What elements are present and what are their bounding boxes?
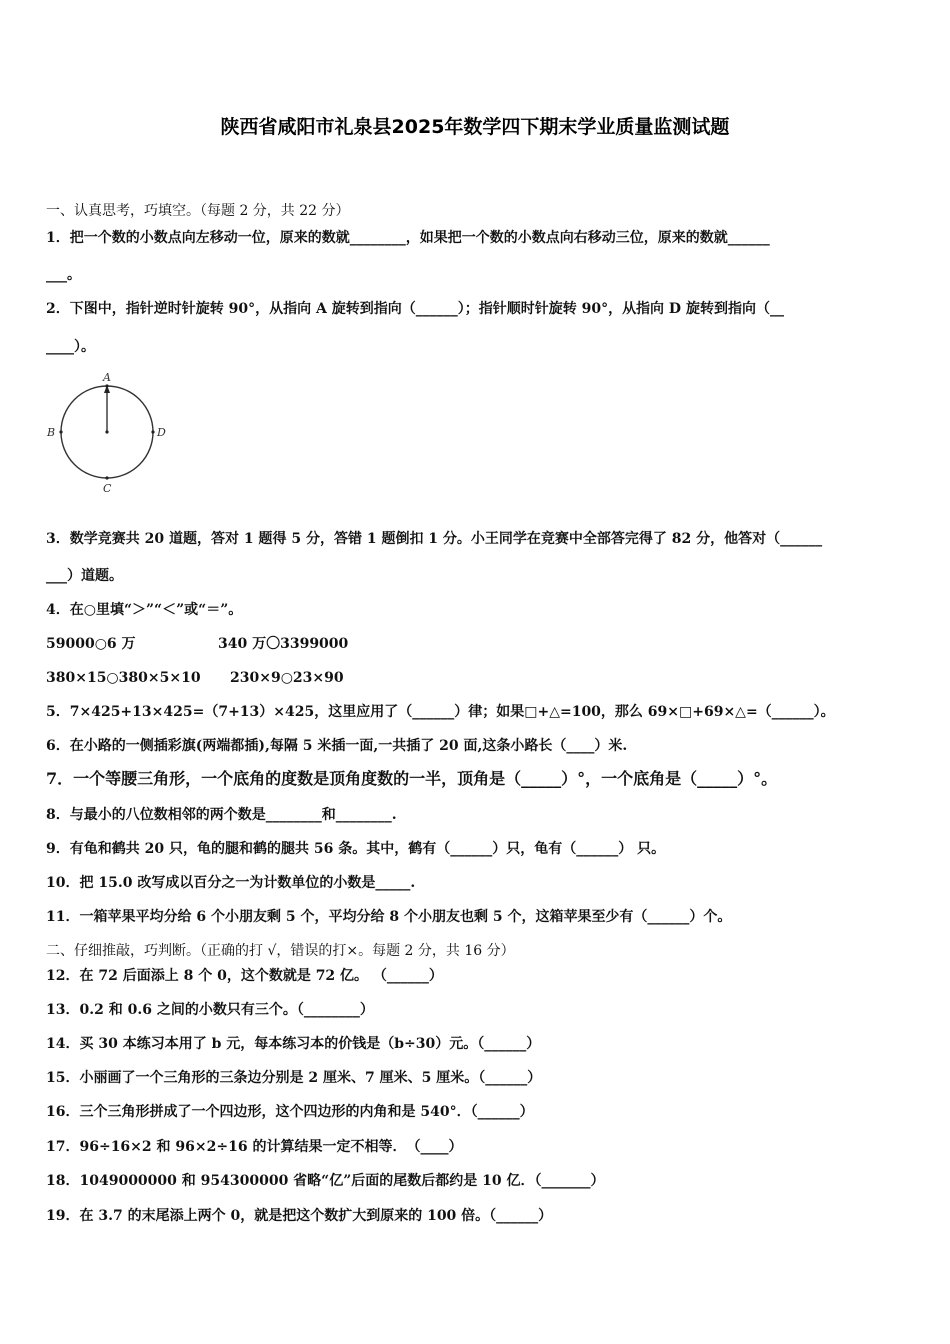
section-2-heading: 二、仔细推敲，巧判断。（正确的打 √，错误的打×。每题 2 分，共 16 分） — [46, 943, 515, 959]
question-19: 19．在 3.7 的末尾添上两个 0，就是把这个数扩大到原来的 100 倍。（______） — [46, 1208, 553, 1224]
dial-label-c: C — [103, 482, 112, 495]
question-8: 8．与最小的八位数相邻的两个数是________和________. — [46, 807, 397, 823]
question-4-item-a: 59000○6 万 — [46, 636, 136, 652]
question-17: 17．96÷16×2 和 96×2÷16 的计算结果一定不相等． （____） — [46, 1139, 463, 1155]
question-14: 14．买 30 本练习本用了 b 元，每本练习本的价钱是（b÷30）元。（______） — [46, 1036, 541, 1052]
question-1-line-1: 1．把一个数的小数点向左移动一位，原来的数就________，如果把一个数的小数点向右移动三位，原来的数就______ — [46, 230, 770, 246]
dial-label-d: D — [157, 426, 166, 439]
question-4-item-b: 340 万〇3399000 — [218, 636, 349, 652]
page-title: 陕西省咸阳市礼泉县2025年数学四下期末学业质量监测试题 — [220, 116, 730, 138]
question-15: 15．小丽画了一个三角形的三条边分别是 2 厘米、7 厘米、5 厘米。（______） — [46, 1070, 542, 1086]
question-13: 13．0.2 和 0.6 之间的小数只有三个。（________） — [46, 1002, 374, 1018]
question-3-line-2: ___）道题。 — [46, 568, 123, 584]
question-10: 10．把 15.0 改写成以百分之一为计数单位的小数是_____. — [46, 875, 416, 891]
question-1-line-2: ___。 — [46, 267, 81, 283]
question-11: 11．一箱苹果平均分给 6 个小朋友剩 5 个，平均分给 8 个小朋友也剩 5 个，这箱苹果至少有（______）个。 — [46, 909, 732, 925]
dial-center — [105, 430, 108, 433]
question-2-line-1: 2．下图中，指针逆时针旋转 90°，从指向 A 旋转到指向（______）；指针顺时针旋转 90°，从指向 D 旋转到指向（__ — [46, 301, 784, 317]
question-4-line-1: 4．在○里填“＞”“＜”或“＝”。 — [46, 602, 243, 618]
question-4-item-c: 380×15○380×5×10 — [46, 670, 201, 686]
question-9: 9．有龟和鹤共 20 只，龟的腿和鹤的腿共 56 条。其中，鹤有（______）只，龟有（______） 只。 — [46, 841, 666, 857]
question-7: 7．一个等腰三角形，一个底角的度数是顶角度数的一半，顶角是（_____）°，一个底角是（_____）°。 — [46, 769, 778, 788]
clock-dial-figure — [40, 368, 180, 498]
question-16: 16．三个三角形拼成了一个四边形，这个四边形的内角和是 540°．（______） — [46, 1104, 534, 1120]
question-12: 12．在 72 后面添上 8 个 0，这个数就是 72 亿。 （______） — [46, 968, 443, 984]
dial-label-a: A — [103, 371, 111, 384]
question-4-item-d: 230×9○23×90 — [230, 670, 344, 686]
question-18: 18．1049000000 和 954300000 省略“亿”后面的尾数后都约是 10 亿．（_______） — [46, 1173, 605, 1189]
question-2-line-2: ____）。 — [46, 339, 95, 355]
section-1-heading: 一、认真思考，巧填空。（每题 2 分，共 22 分） — [46, 203, 350, 219]
question-5: 5．7×425+13×425=（7+13）×425，这里应用了（______）律；如果□+△=100，那么 69×□+69×△=（______）。 — [46, 704, 835, 720]
dial-label-b: B — [47, 426, 56, 439]
question-6: 6．在小路的一侧插彩旗(两端都插),每隔 5 米插一面,一共插了 20 面,这条小路长（____）米. — [46, 738, 628, 754]
question-3-line-1: 3．数学竞赛共 20 道题，答对 1 题得 5 分，答错 1 题倒扣 1 分。小王同学在竞赛中全部答完得了 82 分，他答对（______ — [46, 531, 823, 547]
